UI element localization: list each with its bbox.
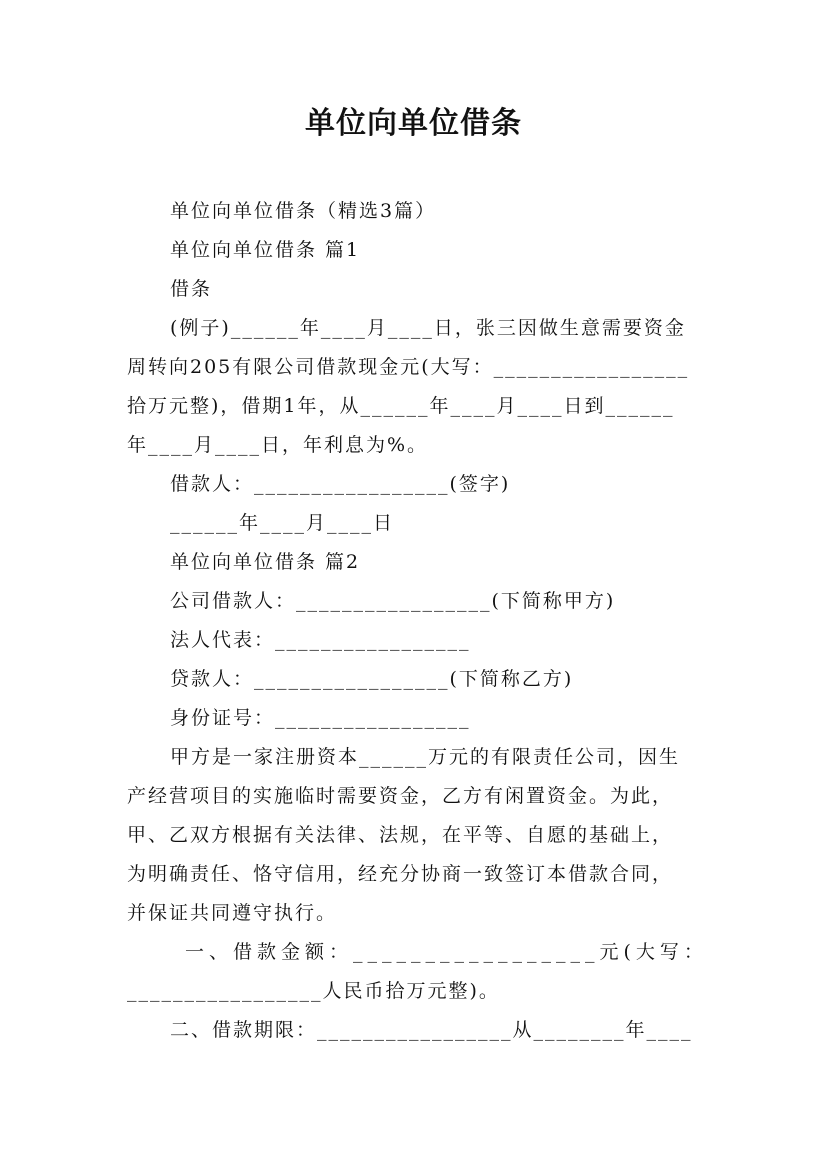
paragraph-line: 甲方是一家注册资本______万元的有限责任公司，因生	[170, 746, 681, 768]
paragraph-line: 拾万元整)，借期1年，从______年____月____日到______	[127, 395, 675, 417]
paragraph-line: 年____月____日，年利息为%。	[127, 434, 429, 456]
section-heading-1: 单位向单位借条 篇1	[170, 239, 361, 261]
paragraph-line: (例子)______年____月____日，张三因做生意需要资金	[170, 317, 686, 339]
paragraph-line: 产经营项目的实施临时需要资金，乙方有闲置资金。为此，	[127, 785, 674, 807]
lender-line: 贷款人：_________________(下简称乙方)	[170, 668, 574, 690]
iou-heading: 借条	[170, 278, 213, 300]
clause-1-line: 一、借款金额：_________________元(大写：	[185, 941, 708, 963]
company-borrower-line: 公司借款人：_________________(下简称甲方)	[170, 590, 616, 612]
date-line: ______年____月____日	[170, 512, 395, 534]
document-title: 单位向单位借条	[305, 106, 522, 141]
id-number-line: 身份证号：_________________	[170, 707, 471, 729]
legal-rep-line: 法人代表：_________________	[170, 629, 471, 651]
paragraph-line: 周转向205有限公司借款现金元(大写：_________________	[127, 356, 690, 378]
paragraph-line: 甲、乙双方根据有关法律、法规，在平等、自愿的基础上，	[127, 824, 674, 846]
paragraph-subtitle: 单位向单位借条（精选3篇）	[170, 200, 437, 222]
clause-2-line: 二、借款期限：_________________从________年____	[170, 1019, 693, 1041]
borrower-line: 借款人：_________________(签字)	[170, 473, 511, 495]
paragraph-line: 并保证共同遵守执行。	[127, 902, 338, 924]
section-heading-2: 单位向单位借条 篇2	[170, 551, 361, 573]
clause-1-continuation: _________________人民币拾万元整)。	[127, 980, 500, 1002]
paragraph-line: 为明确责任、恪守信用，经充分协商一致签订本借款合同，	[127, 863, 674, 885]
